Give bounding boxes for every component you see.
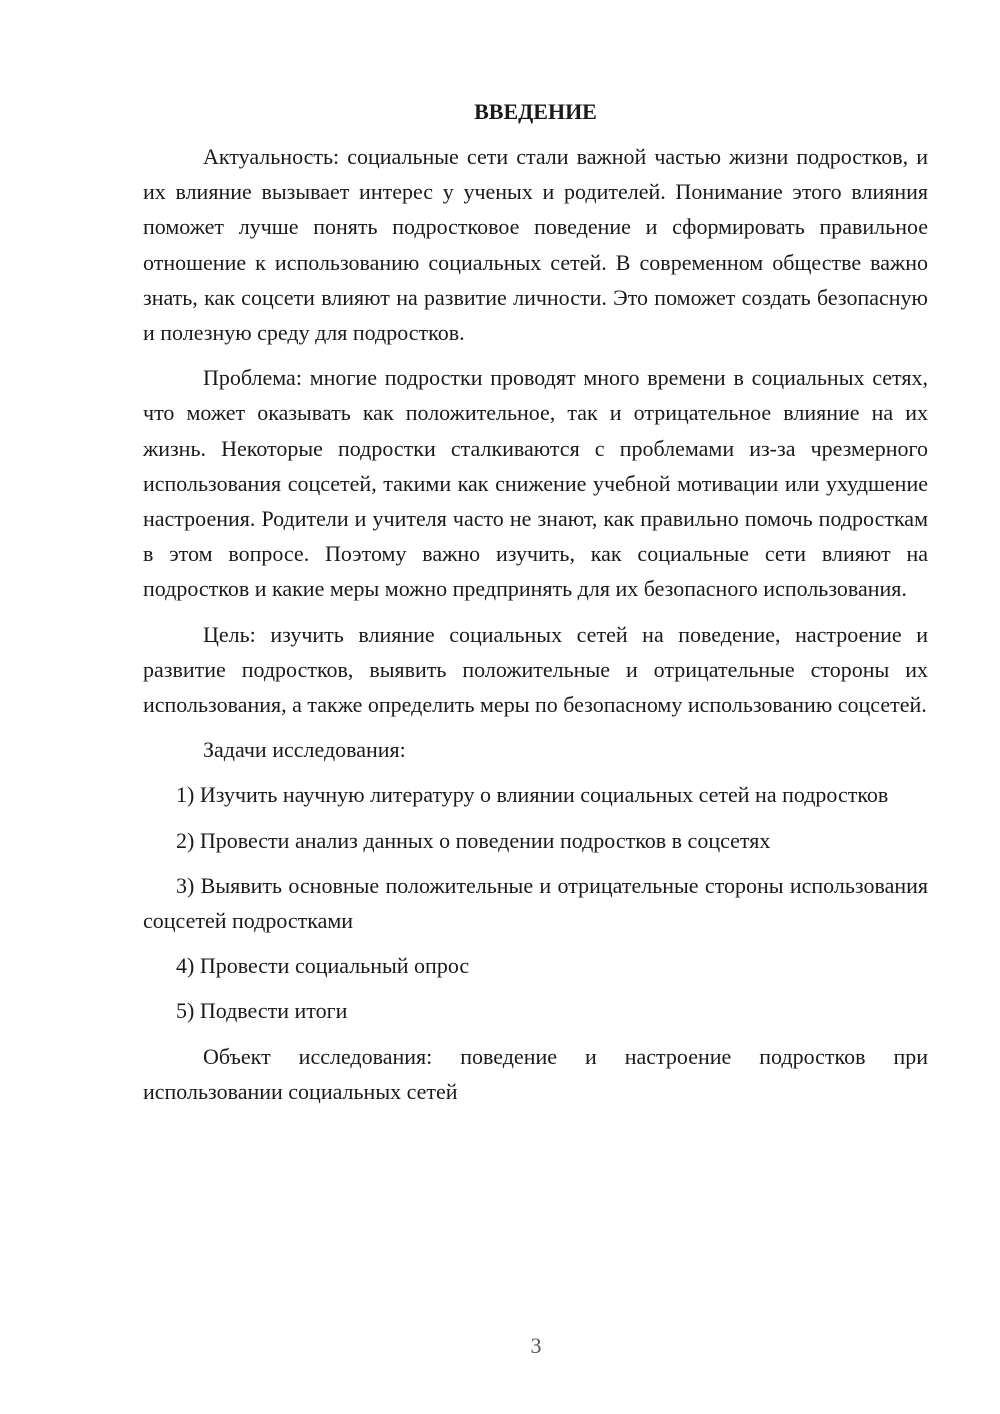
paragraph-object: Объект исследования: поведение и настроение подростков при использовании социальных сетей [143, 1043, 928, 1104]
paragraph-relevance: Актуальность: социальные сети стали важной частью жизни подростков, и их влияние вызывает интерес у ученых и родителей. Понимание этого влияния поможет лучше понять подростковое поведение и сформировать правильное отношение к использованию социальных сетей. В современном обществе важно знать, как соцсети влияют на развитие личности. Это поможет создать безопасную и полезную среду для подростков. [143, 144, 928, 346]
tasks-heading: Задачи исследования: [203, 737, 406, 763]
section-title: ВВЕДЕНИЕ [474, 99, 597, 124]
task-item-5: 5) Подвести итоги [176, 998, 348, 1024]
document-page [143, 94, 928, 1119]
task-item-4: 4) Провести социальный опрос [176, 953, 470, 979]
task-item-3: 3) Выявить основные положительные и отрицательные стороны использования соцсетей подростками [143, 872, 928, 934]
paragraph-problem: Проблема: многие подростки проводят много времени в социальных сетях, что может оказывать как положительное, так и отрицательное влияние на их жизнь. Некоторые подростки сталкиваются с проблемами из-за чрезмерного использования соцсетей, такими как снижение учебной мотивации или ухудшение настроения. Родители и учителя часто не знают, как правильно помочь подросткам в этом вопросе. Поэтому важно изучить, как социальные сети влияют на подростков и какие меры можно предпринять для их безопасного использования. [143, 365, 928, 602]
task-item-1: 1) Изучить научную литературу о влиянии социальных сетей на подростков [176, 782, 889, 808]
page-number: 3 [530, 1333, 542, 1358]
paragraph-goal: Цель: изучить влияние социальных сетей на поведение, настроение и развитие подростков, выявить положительные и отрицательные стороны их использования, а также определить меры по безопасному использованию соцсетей. [143, 621, 928, 718]
task-item-2: 2) Провести анализ данных о поведении подростков в соцсетях [176, 827, 771, 853]
